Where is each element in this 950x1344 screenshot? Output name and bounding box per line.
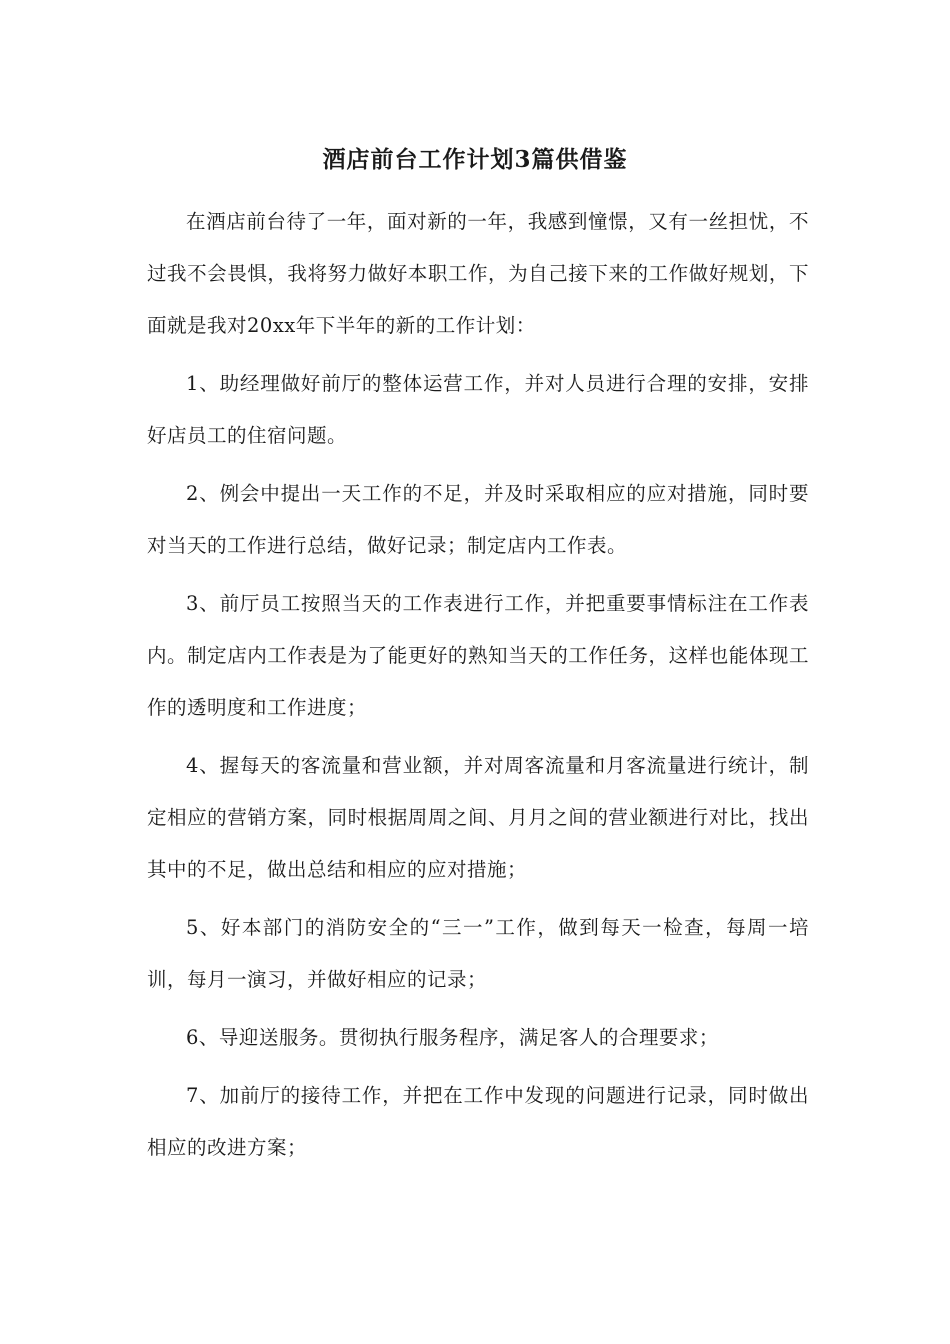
plan-item-5: 5、好本部门的消防安全的“三一”工作，做到每天一检查，每周一培训，每月一演习，并做好相应的记录；	[147, 916, 809, 991]
plan-item-6: 6、导迎送服务。贯彻执行服务程序，满足客人的合理要求；	[186, 1026, 719, 1049]
plan-item-1: 1、助经理做好前厅的整体运营工作，并对人员进行合理的安排，安排好店员工的住宿问题。	[147, 372, 809, 447]
document-title: 酒店前台工作计划3篇供借鉴	[322, 146, 628, 173]
plan-item-3: 3、前厅员工按照当天的工作表进行工作，并把重要事情标注在工作表内。制定店内工作表是为了能更好的熟知当天的工作任务，这样也能体现工作的透明度和工作进度；	[147, 592, 809, 719]
plan-item-4: 4、握每天的客流量和营业额，并对周客流量和月客流量进行统计，制定相应的营销方案，同时根据周周之间、月月之间的营业额进行对比，找出其中的不足，做出总结和相应的应对措施；	[147, 754, 809, 881]
intro-paragraph: 在酒店前台待了一年，面对新的一年，我感到憧憬，又有一丝担忧，不过我不会畏惧，我将努力做好本职工作，为自己接下来的工作做好规划，下面就是我对20xx年下半年的新的工作计划：	[147, 210, 809, 337]
plan-item-2: 2、例会中提出一天工作的不足，并及时采取相应的应对措施，同时要对当天的工作进行总结，做好记录；制定店内工作表。	[147, 482, 809, 557]
plan-item-7: 7、加前厅的接待工作，并把在工作中发现的问题进行记录，同时做出相应的改进方案；	[147, 1084, 809, 1159]
document-body	[147, 196, 809, 1180]
